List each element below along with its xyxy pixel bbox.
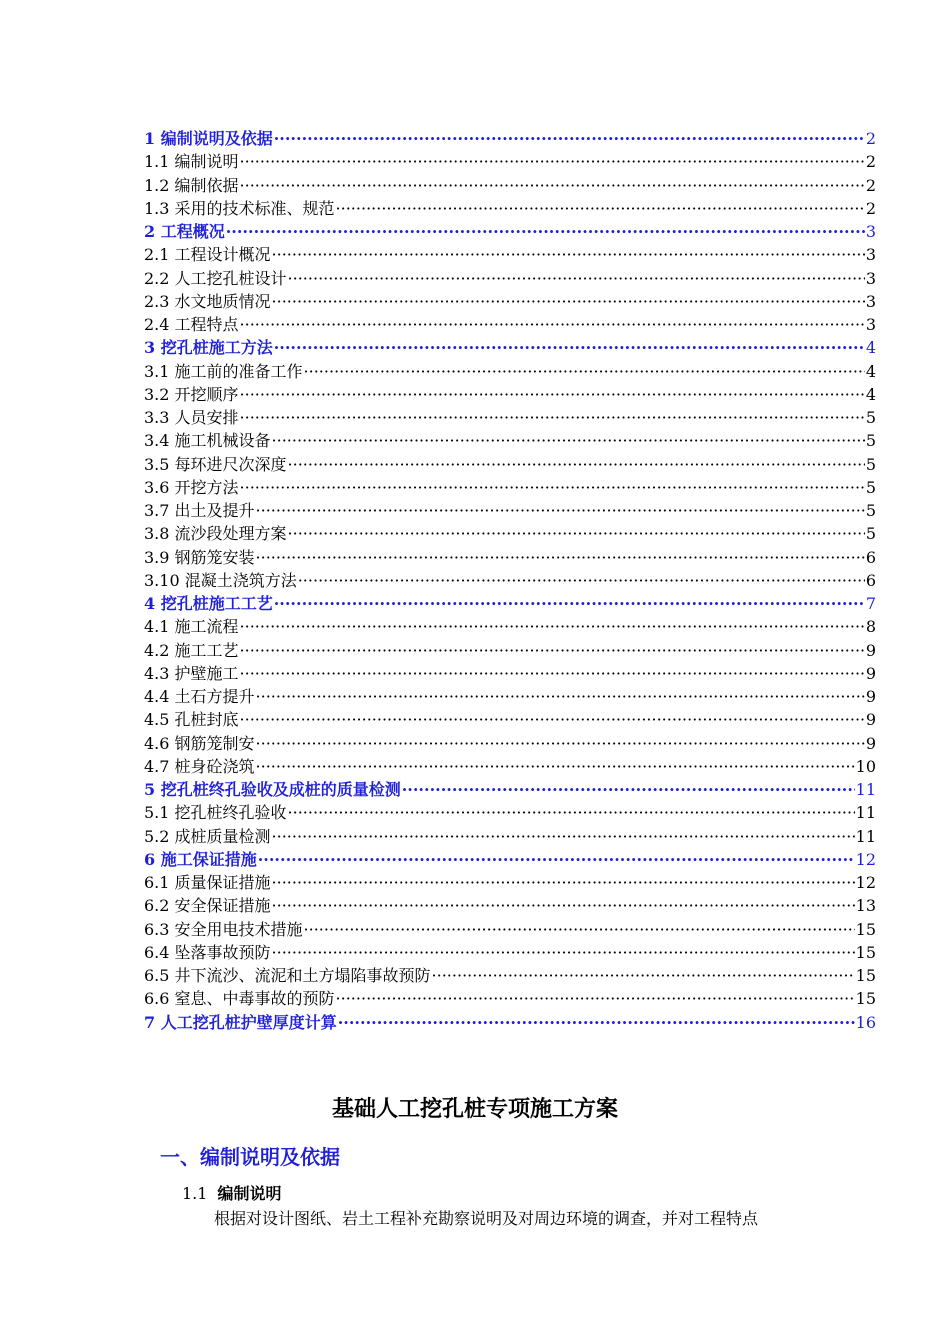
toc-entry-page: 11 [855, 803, 876, 823]
table-of-contents [144, 127, 876, 1034]
toc-leader-dots [258, 848, 855, 871]
toc-entry-label: 4.5 孔桩封底 [144, 710, 239, 730]
toc-leader-dots [256, 732, 865, 755]
toc-leader-dots [304, 360, 865, 383]
toc-entry[interactable] [144, 755, 876, 778]
toc-entry[interactable] [144, 801, 876, 824]
toc-entry-label: 5.2 成桩质量检测 [144, 826, 271, 846]
toc-entry-label: 3.1 施工前的准备工作 [144, 361, 303, 381]
toc-entry-page: 6 [865, 570, 876, 590]
toc-entry-page: 15 [855, 942, 876, 962]
toc-entry-label: 3.7 出土及提升 [144, 501, 255, 520]
toc-entry-label: 4.3 护壁施工 [144, 663, 239, 683]
toc-entry-page: 2 [865, 152, 876, 172]
toc-entry-label: 2 工程概况 [144, 222, 225, 241]
toc-entry[interactable] [144, 453, 876, 476]
toc-leader-dots [304, 918, 855, 941]
toc-entry-label: 6.6 窒息、中毒事故的预防 [144, 989, 335, 1009]
toc-entry[interactable] [144, 476, 876, 499]
toc-entry-label: 1.3 采用的技术标准、规范 [144, 198, 335, 218]
toc-entry[interactable] [144, 662, 876, 685]
toc-entry[interactable] [144, 848, 876, 871]
toc-leader-dots [240, 150, 865, 173]
toc-entry-page: 9 [865, 710, 876, 730]
toc-entry-page: 12 [855, 873, 876, 892]
toc-entry[interactable] [144, 360, 876, 383]
toc-entry-label: 1.2 编制依据 [144, 175, 239, 195]
toc-leader-dots [288, 453, 865, 476]
toc-leader-dots [274, 336, 865, 359]
toc-entry-page: 2 [865, 129, 876, 148]
toc-entry[interactable] [144, 127, 876, 150]
toc-entry-label: 1.1 编制说明 [144, 152, 239, 172]
toc-entry[interactable] [144, 894, 876, 917]
toc-leader-dots [240, 313, 865, 336]
toc-entry[interactable] [144, 406, 876, 429]
toc-entry[interactable] [144, 220, 876, 243]
toc-entry[interactable] [144, 918, 876, 941]
subsection-label: 编制说明 [217, 1184, 282, 1203]
toc-entry-page: 9 [865, 733, 876, 753]
toc-entry[interactable] [144, 778, 876, 801]
toc-entry[interactable] [144, 615, 876, 638]
toc-entry-label: 5.1 挖孔桩终孔验收 [144, 803, 287, 823]
toc-leader-dots [338, 1011, 855, 1034]
toc-leader-dots [336, 197, 865, 220]
toc-entry[interactable] [144, 383, 876, 406]
body-paragraph: 根据对设计图纸、岩土工程补充勘察说明及对周边环境的调查，并对工程特点 [214, 1209, 759, 1228]
toc-entry-label: 3.5 每环进尺次深度 [144, 454, 287, 474]
toc-entry[interactable] [144, 964, 876, 987]
toc-entry[interactable] [144, 987, 876, 1010]
toc-entry-page: 5 [865, 477, 876, 497]
toc-entry[interactable] [144, 871, 876, 894]
toc-entry[interactable] [144, 313, 876, 336]
toc-entry[interactable] [144, 592, 876, 615]
toc-entry-label: 6.3 安全用电技术措施 [144, 919, 303, 939]
toc-entry-page: 4 [865, 384, 876, 404]
toc-leader-dots [240, 662, 865, 685]
toc-leader-dots [288, 801, 855, 824]
toc-entry-page: 4 [865, 338, 876, 358]
toc-entry-label: 6 施工保证措施 [144, 849, 257, 869]
toc-leader-dots [274, 592, 865, 615]
toc-leader-dots [256, 546, 865, 569]
toc-entry-page: 5 [865, 408, 876, 427]
toc-entry[interactable] [144, 546, 876, 569]
toc-entry[interactable] [144, 1011, 876, 1034]
toc-leader-dots [256, 755, 855, 778]
toc-entry-label: 2.2 人工挖孔桩设计 [144, 268, 287, 288]
toc-entry-page: 15 [855, 989, 876, 1009]
toc-entry-label: 4.1 施工流程 [144, 617, 239, 637]
document-title: 基础人工挖孔桩专项施工方案 [331, 1097, 618, 1122]
toc-entry-label: 3.10 混凝土浇筑方法 [144, 570, 297, 590]
toc-entry-label: 7 人工挖孔桩护壁厚度计算 [144, 1012, 337, 1032]
toc-entry[interactable] [144, 174, 876, 197]
toc-entry-label: 6.5 井下流沙、流泥和土方塌陷事故预防 [144, 966, 431, 985]
toc-entry-label: 4.4 土石方提升 [144, 687, 255, 706]
toc-leader-dots [274, 127, 865, 150]
toc-entry-label: 3.9 钢筋笼安装 [144, 547, 255, 567]
toc-entry-page: 3 [865, 315, 876, 334]
toc-entry-label: 4.6 钢筋笼制安 [144, 733, 255, 753]
toc-entry-page: 16 [855, 1012, 876, 1032]
toc-entry[interactable] [144, 569, 876, 592]
toc-leader-dots [272, 243, 865, 266]
toc-leader-dots [298, 569, 865, 592]
toc-leader-dots [256, 499, 865, 522]
toc-entry-label: 2.4 工程特点 [144, 315, 239, 334]
toc-entry-page: 2 [865, 175, 876, 195]
toc-leader-dots [240, 708, 865, 731]
toc-entry[interactable] [144, 290, 876, 313]
toc-entry[interactable] [144, 685, 876, 708]
toc-entry-label: 3.4 施工机械设备 [144, 431, 271, 451]
toc-entry[interactable] [144, 708, 876, 731]
toc-entry[interactable] [144, 825, 876, 848]
toc-leader-dots [226, 220, 865, 243]
toc-entry-page: 11 [855, 826, 876, 846]
toc-entry-page: 9 [865, 687, 876, 706]
toc-leader-dots [240, 406, 865, 429]
toc-leader-dots [272, 429, 865, 452]
toc-entry-page: 12 [855, 849, 876, 869]
toc-entry-label: 5 挖孔桩终孔验收及成桩的质量检测 [144, 780, 401, 799]
toc-leader-dots [256, 685, 865, 708]
toc-entry-page: 3 [865, 222, 876, 241]
toc-entry[interactable] [144, 150, 876, 173]
toc-leader-dots [336, 987, 855, 1010]
toc-leader-dots [272, 825, 855, 848]
toc-entry-page: 2 [865, 198, 876, 218]
toc-entry-page: 10 [855, 756, 876, 776]
section-heading: 一、编制说明及依据 [160, 1145, 340, 1169]
toc-entry-label: 4.7 桩身砼浇筑 [144, 756, 255, 776]
toc-entry[interactable] [144, 639, 876, 662]
toc-entry[interactable] [144, 197, 876, 220]
toc-leader-dots [240, 383, 865, 406]
toc-entry-label: 4 挖孔桩施工工艺 [144, 594, 273, 613]
toc-entry[interactable] [144, 941, 876, 964]
toc-leader-dots [240, 476, 865, 499]
subsection-number: 1.1 [182, 1184, 208, 1203]
toc-leader-dots [432, 964, 855, 987]
toc-leader-dots [402, 778, 855, 801]
toc-entry-label: 3.2 开挖顺序 [144, 384, 239, 404]
toc-entry-page: 5 [865, 454, 876, 474]
toc-entry-page: 4 [865, 361, 876, 381]
toc-entry-page: 15 [855, 966, 876, 985]
subsection-heading [182, 1181, 281, 1204]
toc-leader-dots [272, 290, 865, 313]
toc-entry-page: 7 [865, 594, 876, 613]
toc-entry-label: 6.4 坠落事故预防 [144, 942, 271, 962]
toc-leader-dots [240, 174, 865, 197]
toc-entry-page: 5 [865, 524, 876, 544]
toc-leader-dots [272, 941, 855, 964]
toc-entry-page: 3 [865, 268, 876, 288]
toc-entry-page: 11 [855, 780, 876, 799]
toc-entry[interactable] [144, 522, 876, 545]
toc-entry-page: 8 [865, 617, 876, 637]
toc-entry-page: 15 [855, 919, 876, 939]
toc-leader-dots [272, 894, 855, 917]
toc-entry-page: 13 [855, 896, 876, 916]
toc-entry-label: 4.2 施工工艺 [144, 640, 239, 660]
toc-entry-page: 6 [865, 547, 876, 567]
toc-entry-label: 3.3 人员安排 [144, 408, 239, 427]
toc-leader-dots [288, 267, 865, 290]
toc-entry[interactable] [144, 429, 876, 452]
toc-entry-label: 6.1 质量保证措施 [144, 873, 271, 892]
toc-entry[interactable] [144, 336, 876, 359]
toc-entry-label: 3.8 流沙段处理方案 [144, 524, 287, 544]
toc-entry[interactable] [144, 243, 876, 266]
toc-leader-dots [240, 639, 865, 662]
toc-entry[interactable] [144, 499, 876, 522]
toc-entry-label: 2.1 工程设计概况 [144, 245, 271, 265]
toc-entry-label: 1 编制说明及依据 [144, 129, 273, 148]
toc-leader-dots [288, 522, 865, 545]
toc-entry-page: 5 [865, 431, 876, 451]
toc-entry-page: 9 [865, 663, 876, 683]
toc-entry-page: 9 [865, 640, 876, 660]
toc-entry[interactable] [144, 732, 876, 755]
toc-entry-page: 3 [865, 245, 876, 265]
toc-entry-label: 2.3 水文地质情况 [144, 291, 271, 311]
toc-entry-page: 3 [865, 291, 876, 311]
toc-leader-dots [240, 615, 865, 638]
toc-entry-label: 3 挖孔桩施工方法 [144, 338, 273, 358]
toc-entry-label: 3.6 开挖方法 [144, 477, 239, 497]
toc-entry[interactable] [144, 267, 876, 290]
toc-entry-page: 5 [865, 501, 876, 520]
toc-leader-dots [272, 871, 855, 894]
toc-entry-label: 6.2 安全保证措施 [144, 896, 271, 916]
